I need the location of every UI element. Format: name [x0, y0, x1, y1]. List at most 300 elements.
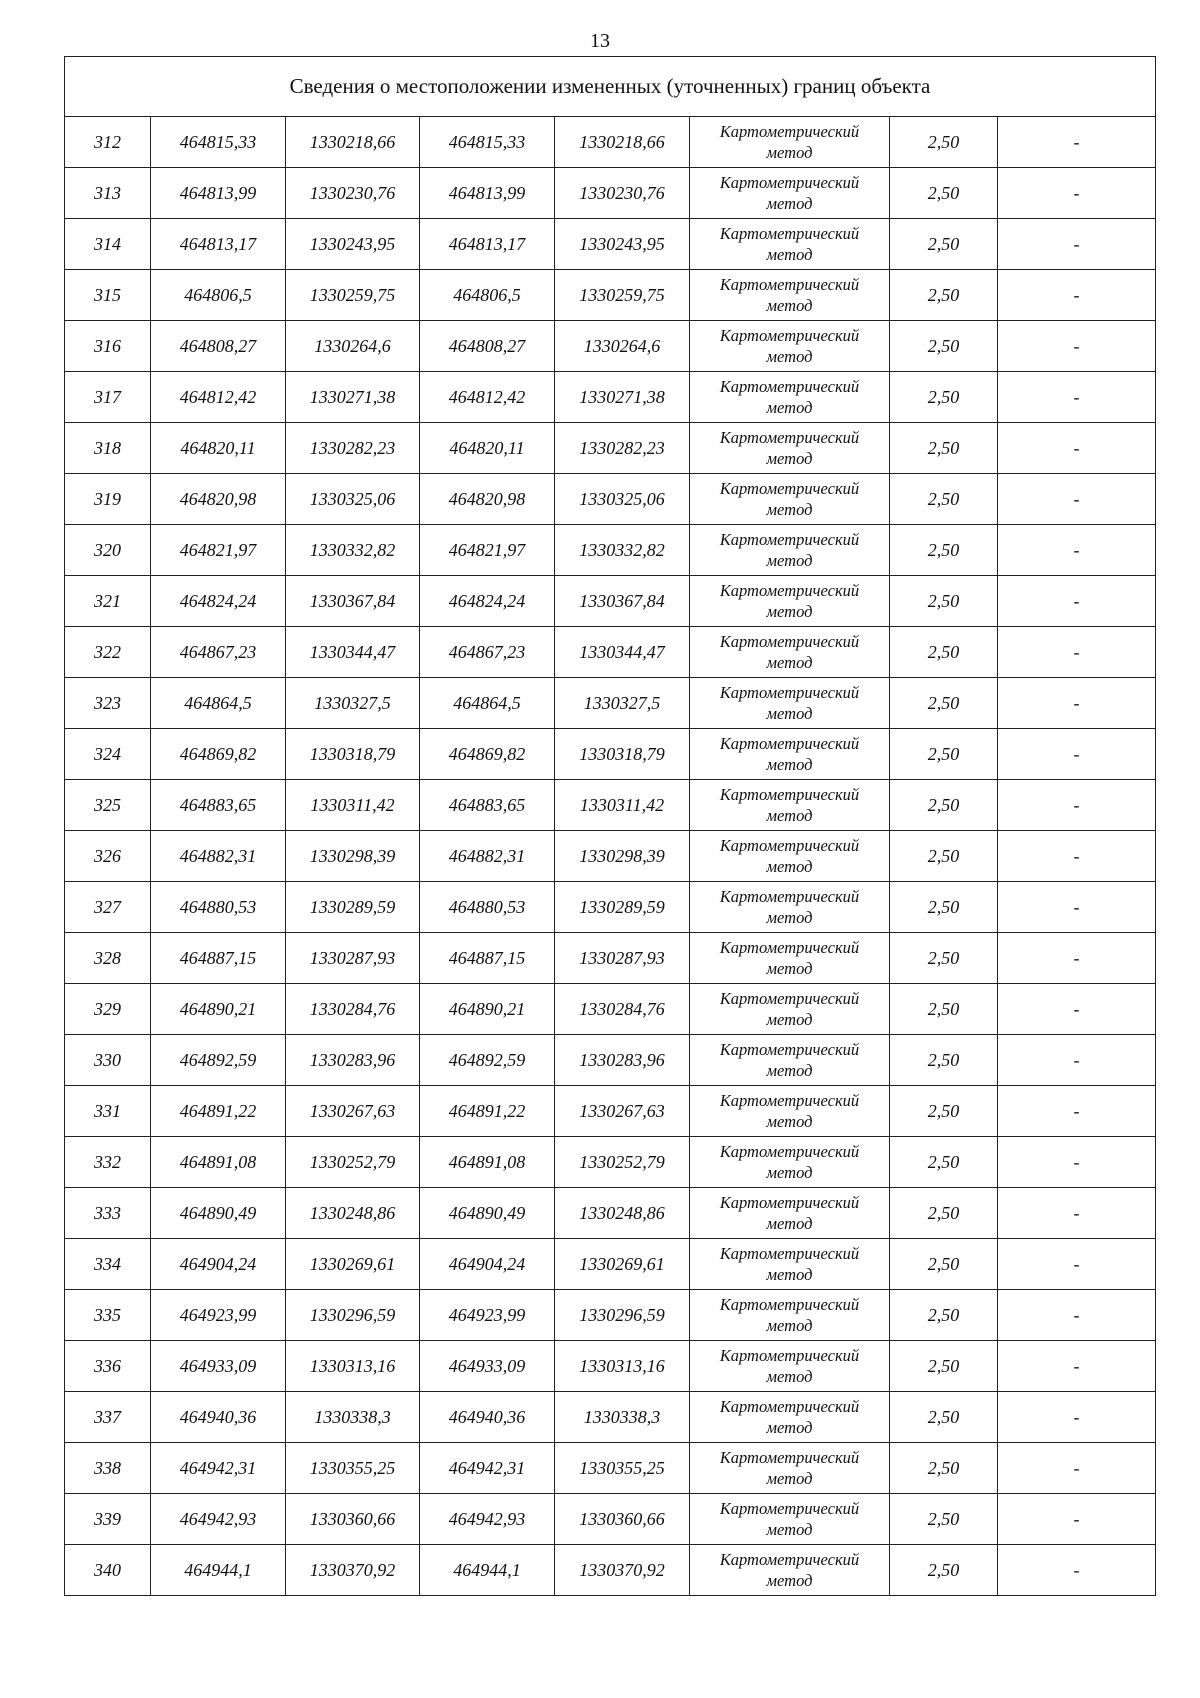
method-line-1: Картометрический — [719, 1244, 860, 1263]
method-cell — [690, 984, 890, 1035]
point-number-cell: 327 — [65, 882, 151, 933]
existing-x-cell: 464880,53 — [151, 882, 286, 933]
table-row — [65, 1290, 1156, 1341]
refined-y-cell: 1330370,92 — [555, 1545, 690, 1596]
table-row — [65, 1443, 1156, 1494]
method-line-2: метод — [766, 1265, 813, 1284]
refined-y-cell: 1330271,38 — [555, 372, 690, 423]
method-line-1: Картометрический — [719, 224, 860, 243]
refined-y-cell: 1330338,3 — [555, 1392, 690, 1443]
table-row — [65, 1494, 1156, 1545]
accuracy-cell: 2,50 — [890, 678, 998, 729]
accuracy-cell: 2,50 — [890, 168, 998, 219]
table-row — [65, 321, 1156, 372]
method-line-1: Картометрический — [719, 479, 860, 498]
refined-x-cell: 464808,27 — [420, 321, 555, 372]
method-line-2: метод — [766, 194, 813, 213]
refined-x-cell: 464944,1 — [420, 1545, 555, 1596]
table-row — [65, 780, 1156, 831]
existing-y-cell: 1330283,96 — [286, 1035, 420, 1086]
method-cell — [690, 1341, 890, 1392]
note-cell: - — [998, 882, 1156, 933]
existing-y-cell: 1330252,79 — [286, 1137, 420, 1188]
refined-x-cell: 464882,31 — [420, 831, 555, 882]
note-cell: - — [998, 219, 1156, 270]
accuracy-cell: 2,50 — [890, 1239, 998, 1290]
point-number-cell: 315 — [65, 270, 151, 321]
existing-x-cell: 464882,31 — [151, 831, 286, 882]
method-line-2: метод — [766, 449, 813, 468]
accuracy-cell: 2,50 — [890, 321, 998, 372]
method-line-2: метод — [766, 704, 813, 723]
method-cell — [690, 831, 890, 882]
refined-x-cell: 464813,99 — [420, 168, 555, 219]
accuracy-cell: 2,50 — [890, 576, 998, 627]
refined-x-cell: 464806,5 — [420, 270, 555, 321]
method-line-1: Картометрический — [719, 836, 860, 855]
existing-y-cell: 1330296,59 — [286, 1290, 420, 1341]
refined-x-cell: 464815,33 — [420, 117, 555, 168]
refined-x-cell: 464904,24 — [420, 1239, 555, 1290]
existing-x-cell: 464815,33 — [151, 117, 286, 168]
existing-x-cell: 464813,99 — [151, 168, 286, 219]
accuracy-cell: 2,50 — [890, 372, 998, 423]
existing-y-cell: 1330289,59 — [286, 882, 420, 933]
accuracy-cell: 2,50 — [890, 627, 998, 678]
method-line-2: метод — [766, 1163, 813, 1182]
note-cell: - — [998, 1494, 1156, 1545]
note-cell: - — [998, 729, 1156, 780]
note-cell: - — [998, 525, 1156, 576]
refined-x-cell: 464813,17 — [420, 219, 555, 270]
existing-y-cell: 1330271,38 — [286, 372, 420, 423]
method-line-2: метод — [766, 1010, 813, 1029]
existing-x-cell: 464864,5 — [151, 678, 286, 729]
note-cell: - — [998, 1086, 1156, 1137]
table-row — [65, 1545, 1156, 1596]
method-line-1: Картометрический — [719, 1295, 860, 1314]
method-line-2: метод — [766, 347, 813, 366]
note-cell: - — [998, 984, 1156, 1035]
method-cell — [690, 423, 890, 474]
accuracy-cell: 2,50 — [890, 1545, 998, 1596]
note-cell: - — [998, 1392, 1156, 1443]
table-row — [65, 525, 1156, 576]
method-cell — [690, 882, 890, 933]
method-line-2: метод — [766, 1571, 813, 1590]
refined-y-cell: 1330355,25 — [555, 1443, 690, 1494]
note-cell: - — [998, 831, 1156, 882]
refined-y-cell: 1330259,75 — [555, 270, 690, 321]
existing-x-cell: 464887,15 — [151, 933, 286, 984]
point-number-cell: 330 — [65, 1035, 151, 1086]
method-line-1: Картометрический — [719, 1397, 860, 1416]
existing-x-cell: 464808,27 — [151, 321, 286, 372]
accuracy-cell: 2,50 — [890, 780, 998, 831]
refined-x-cell: 464892,59 — [420, 1035, 555, 1086]
existing-y-cell: 1330264,6 — [286, 321, 420, 372]
refined-x-cell: 464867,23 — [420, 627, 555, 678]
existing-x-cell: 464940,36 — [151, 1392, 286, 1443]
table-body — [65, 57, 1156, 1596]
refined-x-cell: 464940,36 — [420, 1392, 555, 1443]
point-number-cell: 332 — [65, 1137, 151, 1188]
refined-x-cell: 464890,21 — [420, 984, 555, 1035]
refined-y-cell: 1330367,84 — [555, 576, 690, 627]
refined-y-cell: 1330313,16 — [555, 1341, 690, 1392]
point-number-cell: 336 — [65, 1341, 151, 1392]
table-row — [65, 627, 1156, 678]
method-cell — [690, 117, 890, 168]
method-line-2: метод — [766, 857, 813, 876]
point-number-cell: 333 — [65, 1188, 151, 1239]
accuracy-cell: 2,50 — [890, 882, 998, 933]
existing-y-cell: 1330318,79 — [286, 729, 420, 780]
accuracy-cell: 2,50 — [890, 117, 998, 168]
method-line-2: метод — [766, 602, 813, 621]
table-row — [65, 933, 1156, 984]
method-line-2: метод — [766, 551, 813, 570]
table-row — [65, 1035, 1156, 1086]
accuracy-cell: 2,50 — [890, 423, 998, 474]
point-number-cell: 320 — [65, 525, 151, 576]
method-line-2: метод — [766, 1367, 813, 1386]
method-line-2: метод — [766, 1316, 813, 1335]
refined-y-cell: 1330289,59 — [555, 882, 690, 933]
method-line-2: метод — [766, 143, 813, 162]
note-cell: - — [998, 1290, 1156, 1341]
existing-x-cell: 464891,08 — [151, 1137, 286, 1188]
existing-x-cell: 464891,22 — [151, 1086, 286, 1137]
refined-x-cell: 464933,09 — [420, 1341, 555, 1392]
refined-y-cell: 1330360,66 — [555, 1494, 690, 1545]
point-number-cell: 326 — [65, 831, 151, 882]
point-number-cell: 312 — [65, 117, 151, 168]
refined-y-cell: 1330282,23 — [555, 423, 690, 474]
table-row — [65, 1239, 1156, 1290]
accuracy-cell: 2,50 — [890, 984, 998, 1035]
accuracy-cell: 2,50 — [890, 1188, 998, 1239]
method-line-1: Картометрический — [719, 887, 860, 906]
note-cell: - — [998, 576, 1156, 627]
method-line-1: Картометрический — [719, 734, 860, 753]
method-cell — [690, 1494, 890, 1545]
method-line-1: Картометрический — [719, 785, 860, 804]
refined-x-cell: 464887,15 — [420, 933, 555, 984]
refined-y-cell: 1330311,42 — [555, 780, 690, 831]
method-cell — [690, 627, 890, 678]
existing-x-cell: 464867,23 — [151, 627, 286, 678]
refined-x-cell: 464942,31 — [420, 1443, 555, 1494]
existing-y-cell: 1330282,23 — [286, 423, 420, 474]
method-line-2: метод — [766, 653, 813, 672]
accuracy-cell: 2,50 — [890, 525, 998, 576]
method-line-1: Картометрический — [719, 1193, 860, 1212]
refined-y-cell: 1330296,59 — [555, 1290, 690, 1341]
existing-y-cell: 1330284,76 — [286, 984, 420, 1035]
method-line-1: Картометрический — [719, 683, 860, 702]
method-cell — [690, 729, 890, 780]
refined-y-cell: 1330243,95 — [555, 219, 690, 270]
method-line-1: Картометрический — [719, 1091, 860, 1110]
note-cell: - — [998, 1137, 1156, 1188]
note-cell: - — [998, 423, 1156, 474]
existing-x-cell: 464820,11 — [151, 423, 286, 474]
note-cell: - — [998, 1239, 1156, 1290]
method-line-1: Картометрический — [719, 377, 860, 396]
method-cell — [690, 1290, 890, 1341]
existing-x-cell: 464812,42 — [151, 372, 286, 423]
table-row — [65, 474, 1156, 525]
table-row — [65, 372, 1156, 423]
method-cell — [690, 1086, 890, 1137]
method-line-2: метод — [766, 806, 813, 825]
refined-x-cell: 464864,5 — [420, 678, 555, 729]
accuracy-cell: 2,50 — [890, 1137, 998, 1188]
existing-y-cell: 1330298,39 — [286, 831, 420, 882]
accuracy-cell: 2,50 — [890, 1443, 998, 1494]
refined-y-cell: 1330230,76 — [555, 168, 690, 219]
existing-x-cell: 464933,09 — [151, 1341, 286, 1392]
method-line-2: метод — [766, 500, 813, 519]
refined-y-cell: 1330248,86 — [555, 1188, 690, 1239]
refined-y-cell: 1330298,39 — [555, 831, 690, 882]
refined-y-cell: 1330344,47 — [555, 627, 690, 678]
existing-x-cell: 464942,31 — [151, 1443, 286, 1494]
table-row — [65, 831, 1156, 882]
method-line-1: Картометрический — [719, 326, 860, 345]
note-cell: - — [998, 780, 1156, 831]
note-cell: - — [998, 372, 1156, 423]
refined-y-cell: 1330218,66 — [555, 117, 690, 168]
existing-x-cell: 464892,59 — [151, 1035, 286, 1086]
method-line-2: метод — [766, 398, 813, 417]
point-number-cell: 325 — [65, 780, 151, 831]
table-row — [65, 729, 1156, 780]
accuracy-cell: 2,50 — [890, 831, 998, 882]
method-line-1: Картометрический — [719, 1142, 860, 1161]
table-row — [65, 1392, 1156, 1443]
method-line-1: Картометрический — [719, 173, 860, 192]
refined-y-cell: 1330267,63 — [555, 1086, 690, 1137]
method-cell — [690, 321, 890, 372]
method-line-1: Картометрический — [719, 530, 860, 549]
existing-y-cell: 1330332,82 — [286, 525, 420, 576]
refined-x-cell: 464883,65 — [420, 780, 555, 831]
existing-x-cell: 464890,49 — [151, 1188, 286, 1239]
refined-x-cell: 464942,93 — [420, 1494, 555, 1545]
existing-y-cell: 1330338,3 — [286, 1392, 420, 1443]
note-cell: - — [998, 1035, 1156, 1086]
accuracy-cell: 2,50 — [890, 1086, 998, 1137]
method-cell — [690, 1443, 890, 1494]
method-cell — [690, 576, 890, 627]
existing-y-cell: 1330218,66 — [286, 117, 420, 168]
table-row — [65, 1341, 1156, 1392]
refined-y-cell: 1330269,61 — [555, 1239, 690, 1290]
method-line-2: метод — [766, 1112, 813, 1131]
method-cell — [690, 474, 890, 525]
note-cell: - — [998, 1443, 1156, 1494]
refined-y-cell: 1330264,6 — [555, 321, 690, 372]
method-line-2: метод — [766, 1214, 813, 1233]
accuracy-cell: 2,50 — [890, 1392, 998, 1443]
point-number-cell: 337 — [65, 1392, 151, 1443]
note-cell: - — [998, 627, 1156, 678]
point-number-cell: 335 — [65, 1290, 151, 1341]
table-row — [65, 1137, 1156, 1188]
existing-y-cell: 1330267,63 — [286, 1086, 420, 1137]
refined-y-cell: 1330252,79 — [555, 1137, 690, 1188]
refined-x-cell: 464812,42 — [420, 372, 555, 423]
method-cell — [690, 270, 890, 321]
point-number-cell: 338 — [65, 1443, 151, 1494]
table-row — [65, 423, 1156, 474]
point-number-cell: 318 — [65, 423, 151, 474]
method-line-1: Картометрический — [719, 581, 860, 600]
table-row — [65, 882, 1156, 933]
table-title: Сведения о местоположении измененных (уточненных) границ объекта — [65, 57, 1156, 117]
note-cell: - — [998, 474, 1156, 525]
refined-x-cell: 464890,49 — [420, 1188, 555, 1239]
table-row — [65, 219, 1156, 270]
method-cell — [690, 678, 890, 729]
refined-y-cell: 1330318,79 — [555, 729, 690, 780]
table-title-row — [65, 57, 1156, 117]
point-number-cell: 324 — [65, 729, 151, 780]
point-number-cell: 328 — [65, 933, 151, 984]
existing-y-cell: 1330367,84 — [286, 576, 420, 627]
note-cell: - — [998, 168, 1156, 219]
existing-x-cell: 464923,99 — [151, 1290, 286, 1341]
existing-y-cell: 1330248,86 — [286, 1188, 420, 1239]
method-cell — [690, 1545, 890, 1596]
accuracy-cell: 2,50 — [890, 729, 998, 780]
method-line-2: метод — [766, 1520, 813, 1539]
method-cell — [690, 780, 890, 831]
table-row — [65, 168, 1156, 219]
point-number-cell: 313 — [65, 168, 151, 219]
existing-y-cell: 1330287,93 — [286, 933, 420, 984]
refined-y-cell: 1330284,76 — [555, 984, 690, 1035]
method-line-1: Картометрический — [719, 1448, 860, 1467]
refined-x-cell: 464891,22 — [420, 1086, 555, 1137]
accuracy-cell: 2,50 — [890, 474, 998, 525]
method-line-1: Картометрический — [719, 275, 860, 294]
existing-y-cell: 1330360,66 — [286, 1494, 420, 1545]
method-cell — [690, 1137, 890, 1188]
existing-x-cell: 464883,65 — [151, 780, 286, 831]
point-number-cell: 321 — [65, 576, 151, 627]
method-cell — [690, 372, 890, 423]
method-cell — [690, 1035, 890, 1086]
method-cell — [690, 168, 890, 219]
note-cell: - — [998, 1341, 1156, 1392]
existing-y-cell: 1330325,06 — [286, 474, 420, 525]
point-number-cell: 340 — [65, 1545, 151, 1596]
method-line-1: Картометрический — [719, 428, 860, 447]
table-row — [65, 270, 1156, 321]
note-cell: - — [998, 270, 1156, 321]
note-cell: - — [998, 1188, 1156, 1239]
method-line-1: Картометрический — [719, 1550, 860, 1569]
method-line-2: метод — [766, 296, 813, 315]
refined-x-cell: 464891,08 — [420, 1137, 555, 1188]
table-row — [65, 984, 1156, 1035]
existing-x-cell: 464824,24 — [151, 576, 286, 627]
method-cell — [690, 933, 890, 984]
method-line-2: метод — [766, 755, 813, 774]
existing-x-cell: 464944,1 — [151, 1545, 286, 1596]
method-cell — [690, 219, 890, 270]
refined-y-cell: 1330327,5 — [555, 678, 690, 729]
method-line-1: Картометрический — [719, 632, 860, 651]
refined-x-cell: 464869,82 — [420, 729, 555, 780]
point-number-cell: 319 — [65, 474, 151, 525]
method-line-2: метод — [766, 908, 813, 927]
method-line-2: метод — [766, 1469, 813, 1488]
note-cell: - — [998, 321, 1156, 372]
existing-x-cell: 464806,5 — [151, 270, 286, 321]
existing-y-cell: 1330355,25 — [286, 1443, 420, 1494]
accuracy-cell: 2,50 — [890, 1494, 998, 1545]
existing-y-cell: 1330243,95 — [286, 219, 420, 270]
existing-x-cell: 464942,93 — [151, 1494, 286, 1545]
method-line-2: метод — [766, 959, 813, 978]
method-line-1: Картометрический — [719, 938, 860, 957]
accuracy-cell: 2,50 — [890, 219, 998, 270]
accuracy-cell: 2,50 — [890, 1290, 998, 1341]
existing-x-cell: 464820,98 — [151, 474, 286, 525]
table-row — [65, 117, 1156, 168]
refined-x-cell: 464880,53 — [420, 882, 555, 933]
existing-y-cell: 1330327,5 — [286, 678, 420, 729]
refined-x-cell: 464820,11 — [420, 423, 555, 474]
point-number-cell: 334 — [65, 1239, 151, 1290]
refined-x-cell: 464824,24 — [420, 576, 555, 627]
note-cell: - — [998, 678, 1156, 729]
point-number-cell: 316 — [65, 321, 151, 372]
existing-x-cell: 464821,97 — [151, 525, 286, 576]
boundary-coordinates-table — [64, 56, 1156, 1596]
existing-x-cell: 464904,24 — [151, 1239, 286, 1290]
method-line-1: Картометрический — [719, 989, 860, 1008]
refined-x-cell: 464821,97 — [420, 525, 555, 576]
refined-y-cell: 1330325,06 — [555, 474, 690, 525]
method-line-2: метод — [766, 1061, 813, 1080]
page-number: 13 — [590, 30, 610, 52]
refined-x-cell: 464820,98 — [420, 474, 555, 525]
table-row — [65, 1188, 1156, 1239]
point-number-cell: 317 — [65, 372, 151, 423]
table-row — [65, 1086, 1156, 1137]
accuracy-cell: 2,50 — [890, 1035, 998, 1086]
method-cell — [690, 1239, 890, 1290]
method-line-1: Картометрический — [719, 122, 860, 141]
existing-y-cell: 1330313,16 — [286, 1341, 420, 1392]
method-line-2: метод — [766, 245, 813, 264]
refined-x-cell: 464923,99 — [420, 1290, 555, 1341]
point-number-cell: 331 — [65, 1086, 151, 1137]
accuracy-cell: 2,50 — [890, 933, 998, 984]
method-line-2: метод — [766, 1418, 813, 1437]
existing-x-cell: 464813,17 — [151, 219, 286, 270]
point-number-cell: 339 — [65, 1494, 151, 1545]
point-number-cell: 323 — [65, 678, 151, 729]
method-line-1: Картометрический — [719, 1040, 860, 1059]
point-number-cell: 329 — [65, 984, 151, 1035]
point-number-cell: 314 — [65, 219, 151, 270]
